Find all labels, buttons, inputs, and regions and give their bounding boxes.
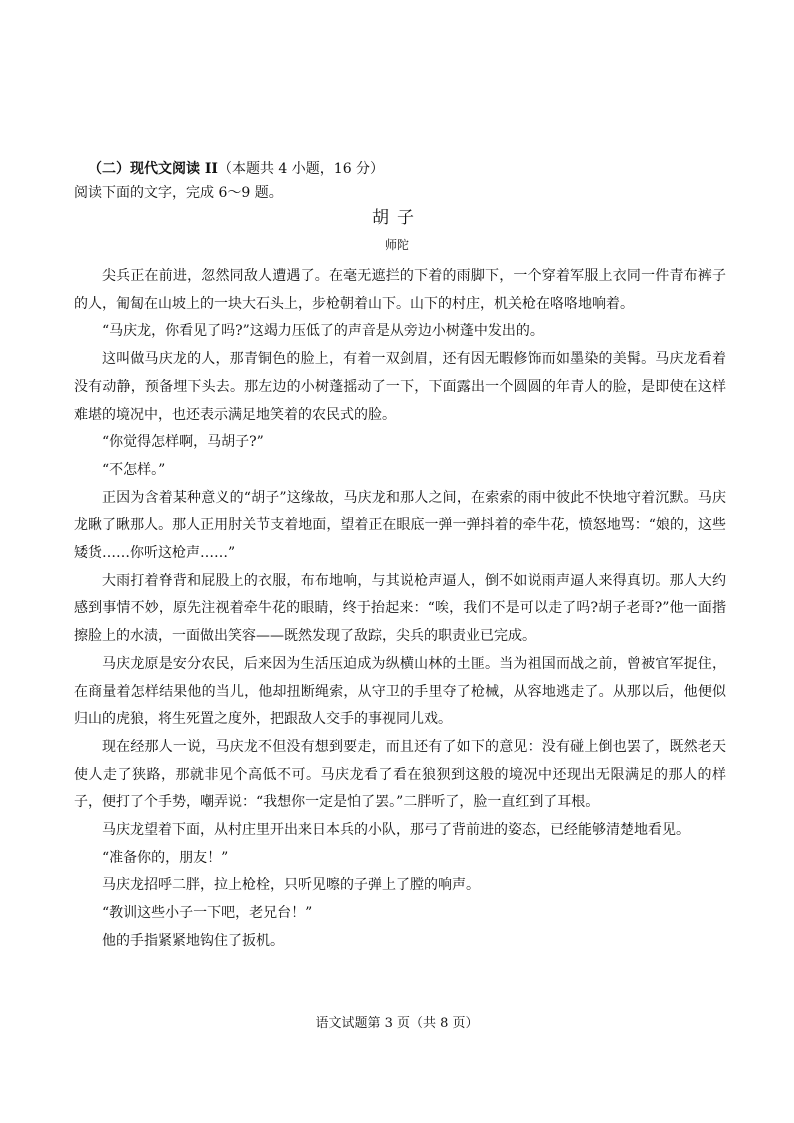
paragraph: “教训这些小子一下吧，老兄台！” [102, 905, 313, 922]
section-detail: （本题共 4 小题，16 分） [217, 161, 385, 177]
paragraph: “不怎样。” [102, 461, 166, 478]
section-heading [88, 158, 728, 180]
story-body [74, 263, 726, 956]
paragraph: 马庆龙望着下面，从村庄里开出来日本兵的小队，那弓了背前进的姿态，已经能够清楚地看见。 [102, 822, 690, 839]
section-label: （二）现代文阅读 II [88, 161, 218, 177]
paragraph: 尖兵正在前进，忽然同敌人遭遇了。在毫无遮拦的下着的雨脚下，一个穿着军服上衣同一件青布裤子的人，匍匐在山坡上的一块大石头上，步枪朝着山下。山下的村庄，机关枪在咯咯地响着。 [74, 268, 726, 312]
paragraph: 现在经那人一说，马庆龙不但没有想到要走，而且还有了如下的意见：没有碰上倒也罢了，既然老天使人走了狭路，那就非见个高低不可。马庆龙看了看在狼狈到这般的境况中还现出无限满足的那人的样子，便打了个手势，嘲弄说：“我想你一定是怕了罢。”二胖听了，脸一直红到了耳根。 [74, 738, 726, 811]
reading-instruction: 阅读下面的文字，完成 6～9 题。 [74, 185, 283, 201]
paragraph: 马庆龙招呼二胖，拉上枪栓，只听见嚓的子弹上了膛的响声。 [102, 877, 480, 894]
paragraph: “你觉得怎样啊，马胡子?” [102, 434, 264, 451]
story-title: 胡子 [372, 208, 422, 228]
story-author: 师陀 [384, 238, 409, 252]
paragraph: 马庆龙原是安分农民，后来因为生活压迫成为纵横山林的土匪。当为祖国而战之前，曾被官军捉住，在商量着怎样结果他的当儿，他却扭断绳索，从守卫的手里夺了枪械，从容地逃走了。从那以后，他便似归山的虎狼，将生死置之度外，把跟敌人交手的事视同儿戏。 [74, 655, 726, 728]
paragraph: 他的手指紧紧地钩住了扳机。 [102, 932, 284, 949]
paragraph: “准备你的，朋友！” [102, 849, 229, 866]
paragraph: 大雨打着脊背和屁股上的衣服，布布地响，与其说枪声逼人，倒不如说雨声逼人来得真切。那人大约感到事情不妙，原先注视着牵牛花的眼睛，终于抬起来：“唉，我们不是可以走了吗?胡子老哥?”他一面揩擦脸上的水渍，一面做出笑容——既然发现了敌踪，尖兵的职责业已完成。 [74, 572, 726, 645]
page-footer: 语文试题第 3 页（共 8 页） [315, 1016, 479, 1031]
paragraph: 正因为含着某种意义的“胡子”这缘故，马庆龙和那人之间，在索索的雨中彼此不快地守着沉默。马庆龙瞅了瞅那人。那人正用肘关节支着地面，望着正在眼底一弹一弹抖着的牵牛花，愤怒地骂：“娘的，这些矮货……你听这枪声……” [74, 489, 726, 562]
paragraph: “马庆龙，你看见了吗?”这竭力压低了的声音是从旁边小树蓬中发出的。 [102, 323, 544, 340]
paragraph: 这叫做马庆龙的人，那青铜色的脸上，有着一双剑眉，还有因无暇修饰而如墨染的美髯。马庆龙看着没有动静，预备埋下头去。那左边的小树蓬摇动了一下，下面露出一个圆圆的年青人的脸，是即使在这样难堪的境况中，也还表示满足地笑着的农民式的脸。 [74, 351, 726, 423]
